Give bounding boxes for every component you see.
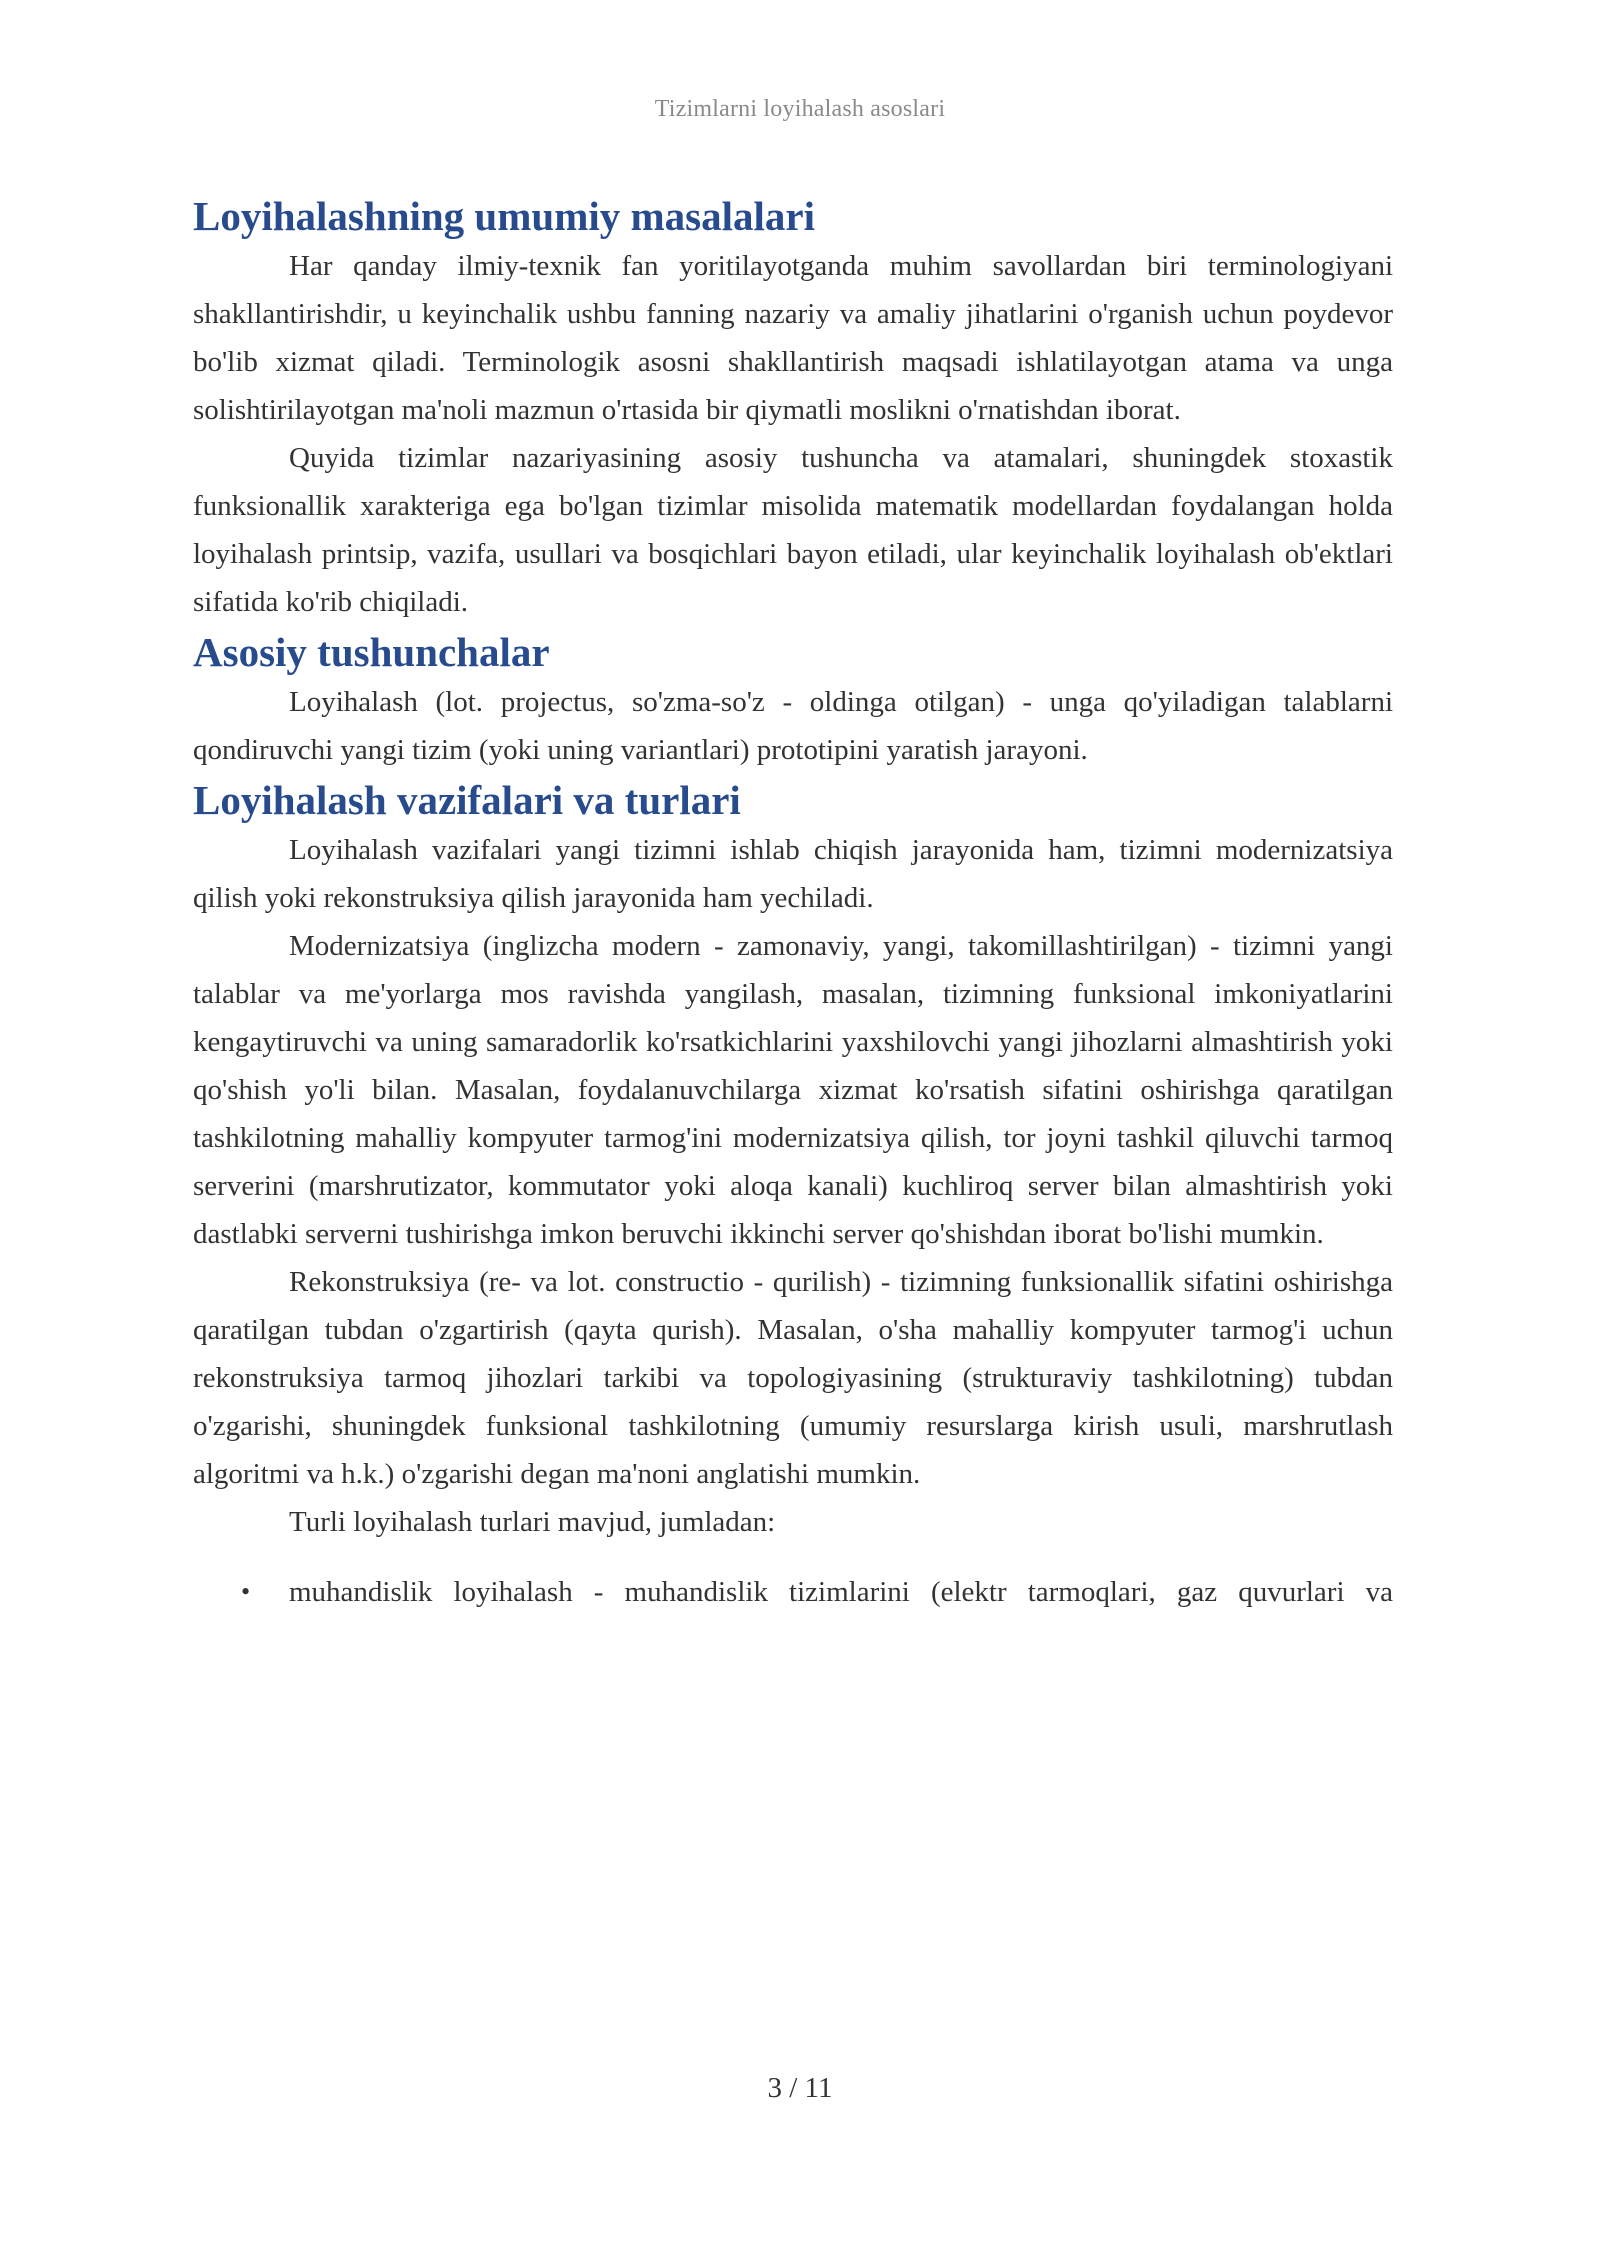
- running-header: Tizimlarni loyihalash asoslari: [654, 96, 946, 122]
- paragraph-design-definition: Loyihalash (lot. projectus, so'zma-so'z - oldinga otilgan) - unga qo'yiladigan talablarni qondiruvchi yangi tizim (yoki uning variantlari) prototipini yaratish jarayoni.: [193, 686, 1393, 766]
- design-types-list: [193, 1568, 1393, 1616]
- paragraph-system-theory: Quyida tizimlar nazariyasining asosiy tushuncha va atamalari, shuningdek stoxastik funksionallik xarakteriga ega bo'lgan tizimlar misolida matematik modellardan foydalangan holda loyihalash printsip, vazifa, usullari va bosqichlari bayon etiladi, ular keyinchalik loyihalash ob'ektlari sifatida ko'rib chiqiladi.: [193, 442, 1393, 618]
- list-item-text: muhandislik loyihalash - muhandislik tizimlarini (elektr tarmoqlari, gaz quvurlari va: [289, 1576, 1393, 1608]
- section-heading-basic-concepts: Asosiy tushunchalar: [193, 629, 550, 675]
- page-number: 3 / 11: [767, 2072, 833, 2104]
- paragraph-design-tasks: Loyihalash vazifalari yangi tizimni ishlab chiqish jarayonida ham, tizimni modernizatsiya qilish yoki rekonstruksiya qilish jarayonida ham yechiladi.: [193, 834, 1393, 914]
- page-content: [193, 190, 1393, 1616]
- paragraph-reconstruction: Rekonstruksiya (re- va lot. constructio - qurilish) - tizimning funksionallik sifatini oshirishga qaratilgan tubdan o'zgartirish (qayta qurish). Masalan, o'sha mahalliy kompyuter tarmog'i uchun rekonstruksiya tarmoq jihozlari tarkibi va topologiyasining (strukturaviy tashkilotning) tubdan o'zgarishi, shuningdek funksional tashkilotning (umumiy resurslarga kirish usuli, marshrutlash algoritmi va h.k.) o'zgarishi degan ma'noni anglatishi mumkin.: [193, 1266, 1393, 1490]
- section-heading-general-issues: Loyihalashning umumiy masalalari: [193, 193, 815, 239]
- paragraph-modernization: Modernizatsiya (inglizcha modern - zamonaviy, yangi, takomillashtirilgan) - tizimni yangi talablar va me'yorlarga mos ravishda yangilash, masalan, tizimning funksional imkoniyatlarini kengaytiruvchi va uning samaradorlik ko'rsatkichlarini yaxshilovchi yangi jihozlarni almashtirish yoki qo'shish yo'li bilan. Masalan, foydalanuvchilarga xizmat ko'rsatish sifatini oshirishga qaratilgan tashkilotning mahalliy kompyuter tarmog'ini modernizatsiya qilish, tor joyni tashkil qiluvchi tarmoq serverini (marshrutizator, kommutator yoki aloqa kanali) kuchliroq server bilan almashtirish yoki dastlabki serverni tushirishga imkon beruvchi ikkinchi server qo'shishdan iborat bo'lishi mumkin.: [193, 930, 1393, 1250]
- section-heading-design-tasks-types: Loyihalash vazifalari va turlari: [193, 777, 741, 823]
- paragraph-terminology: Har qanday ilmiy-texnik fan yoritilayotganda muhim savollardan biri terminologiyani shakllantirishdir, u keyinchalik ushbu fanning nazariy va amaliy jihatlarini o'rganish uchun poydevor bo'lib xizmat qiladi. Terminologik asosni shakllantirish maqsadi ishlatilayotgan atama va unga solishtirilayotgan ma'noli mazmun o'rtasida bir qiymatli moslikni o'rnatishdan iborat.: [193, 250, 1393, 426]
- paragraph-design-types-intro: Turli loyihalash turlari mavjud, jumladan:: [289, 1506, 776, 1538]
- bullet-icon: •: [241, 1577, 251, 1606]
- list-item: [193, 1568, 1393, 1616]
